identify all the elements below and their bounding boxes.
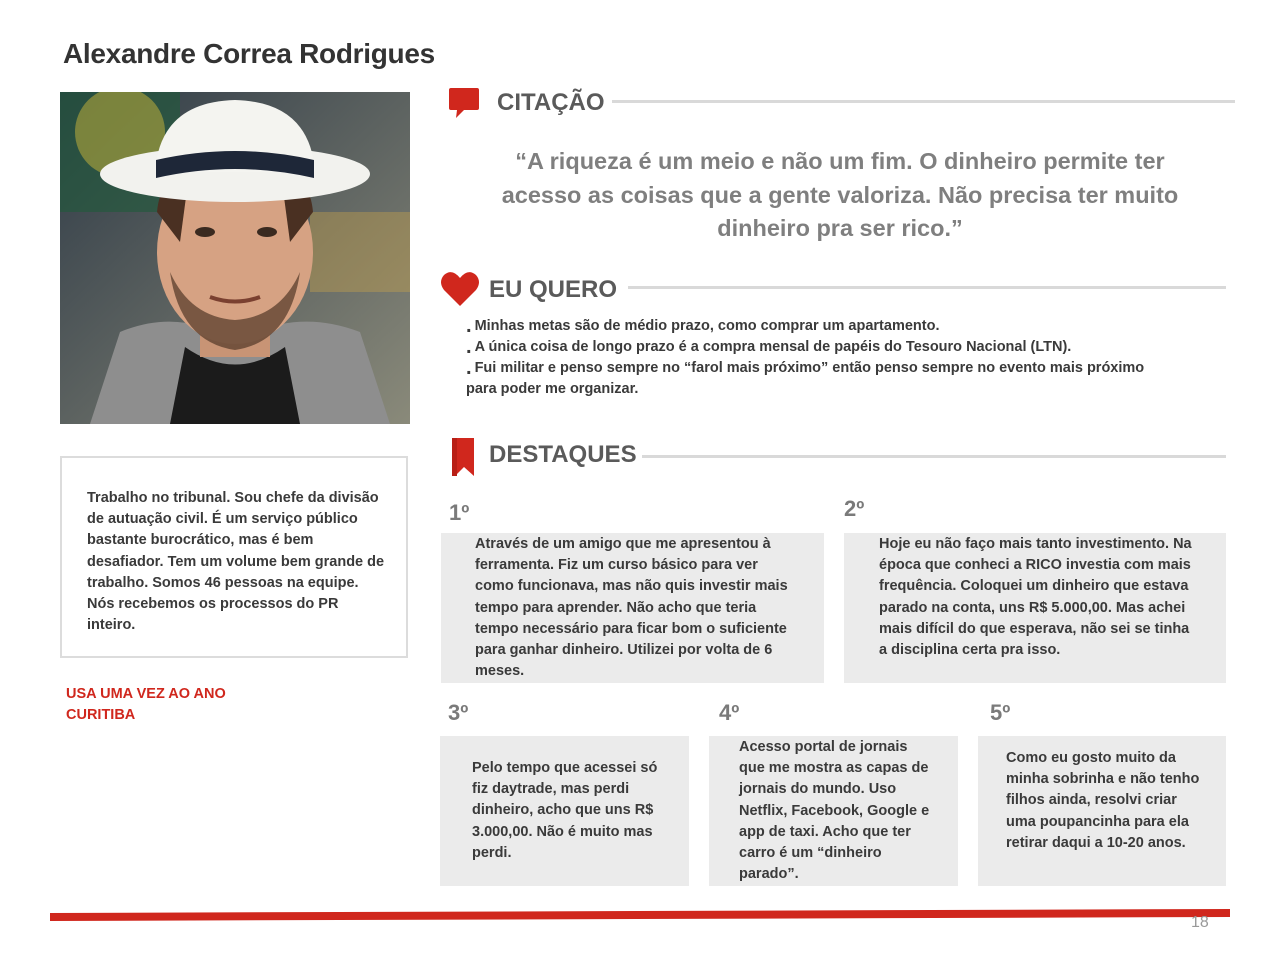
citacao-divider — [612, 100, 1235, 103]
destaques-title: DESTAQUES — [489, 441, 637, 468]
wants-list — [466, 316, 1206, 400]
persona-name: Alexandre Correa Rodrigues — [63, 38, 435, 69]
highlight-rank: 3º — [448, 700, 469, 725]
persona-photo — [60, 92, 410, 424]
highlight-rank: 4º — [719, 700, 740, 725]
highlight-text: Acesso portal de jornais que me mostra as capas de jornais do mundo. Uso Netflix, Facebook, Google e app de taxi. Acho que ter carro é um “dinheiro parado”. — [739, 739, 930, 883]
citacao-title: CITAÇÃO — [497, 89, 605, 116]
list-item: . Minhas metas são de médio prazo, como comprar um apartamento. — [466, 315, 940, 337]
highlight-rank: 2º — [844, 496, 865, 521]
quote-line: acesso as coisas que a gente valoriza. Não precisa ter muito — [501, 181, 1179, 208]
location-tag: CURITIBA — [66, 707, 136, 723]
highlight-text: Através de um amigo que me apresentou à ferramenta. Fiz um curso básico para ver como funcionava, mas não quis investir mais tempo para aprender. Não acho que teria tempo necessário para ficar bom o suficiente para ganhar dinheiro. Utilizei por volta de 6 meses. — [475, 536, 788, 680]
highlight-card — [440, 736, 689, 886]
highlight-card — [441, 533, 824, 683]
list-item: . A única coisa de longo prazo é a compra mensal de papéis do Tesouro Nacional (LTN). — [466, 336, 1072, 358]
highlight-text: Como eu gosto muito da minha sobrinha e não tenho filhos ainda, resolvi criar uma poupancinha para ela retirar daqui a 10-20 anos. — [1006, 750, 1200, 851]
quote-line: dinheiro pra ser rico.” — [717, 215, 963, 241]
speech-bubble-icon — [446, 86, 482, 127]
page-number: 18 — [1191, 914, 1209, 931]
highlight-text: Pelo tempo que acessei só fiz daytrade, mas perdi dinheiro, acho que uns R$ 3.000,00. Não é muito mas perdi. — [472, 760, 658, 861]
bio-text: Trabalho no tribunal. Sou chefe da divisão de autuação civil. É um serviço público bastante burocrático, mas é bem desafiador. Tem um volume bem grande de trabalho. Somos 46 pessoas na equipe. Nós recebemos os processos do PR inteiro. — [87, 490, 385, 634]
highlight-card — [978, 736, 1226, 886]
heart-icon — [440, 270, 480, 313]
highlight-rank: 1º — [449, 500, 470, 525]
quote-line: “A riqueza é um meio e não um fim. O dinheiro permite ter — [515, 148, 1165, 174]
quote-text — [490, 145, 1190, 246]
footer-bar — [50, 908, 1230, 920]
bio-box — [60, 456, 408, 658]
destaques-divider — [642, 455, 1226, 458]
eu-quero-title: EU QUERO — [489, 276, 618, 303]
bookmark-icon — [450, 436, 476, 483]
highlight-text: Hoje eu não faço mais tanto investimento. Na época que conheci a RICO investia com mais frequência. Coloquei um dinheiro que estava parado na conta, uns R$ 5.000,00. Mas achei mais difícil do que esperava, não sei se tinha a disciplina certa pra isso. — [879, 536, 1192, 659]
highlight-card — [844, 533, 1226, 683]
highlight-rank: 5º — [990, 700, 1011, 725]
highlight-card — [709, 736, 958, 886]
usage-frequency-tag: USA UMA VEZ AO ANO — [66, 686, 226, 702]
list-item: . Fui militar e penso sempre no “farol mais próximo” então penso sempre no evento mais próximo — [466, 357, 1145, 379]
list-item-continuation: para poder me organizar. — [466, 381, 639, 397]
eu-quero-divider — [628, 286, 1226, 289]
